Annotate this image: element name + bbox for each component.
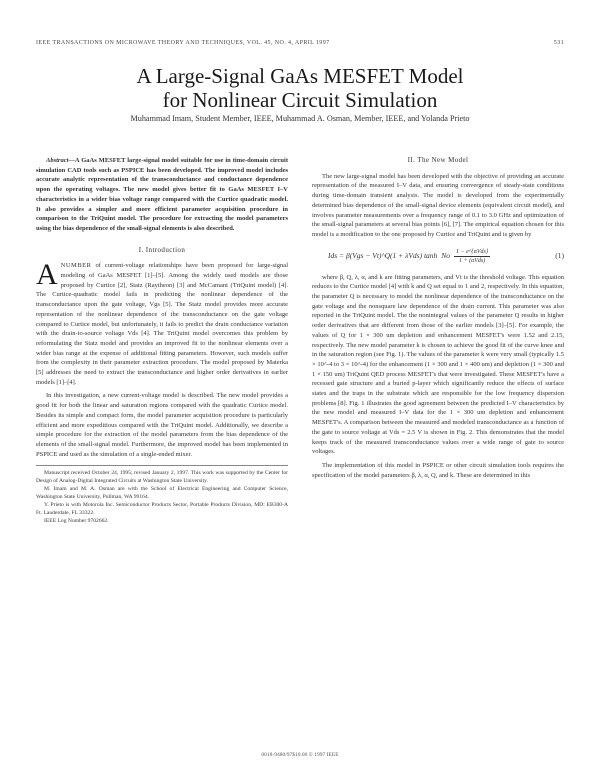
model-paragraph-1: The new large-signal model has been developed with the objective of providing an accurate representation of the measured I–V data, and ensuring convergence of steady-state conditions during time-domain transient analysis. The model is developed from the experimentally determined bias dependence of the small-signal device elements (equivalent circuit model), and involves parameter measurements over a frequency range of 0.1 to 3.0 GHz and optimization of the small-signal parameters at several bias points [6], [7]. The empirical equation chosen for this model is a modification to the one proposed by Curtice and TriQuint and is given by	[312, 172, 564, 238]
paper-title	[0, 64, 600, 112]
left-column	[36, 156, 288, 525]
abstract	[36, 156, 288, 234]
model-paragraph-3: The implementation of this model in PSPICE or other circuit simulation tools requires the specification of the model parameters β, λ, α, Q, and k. These are determined in this	[312, 461, 564, 479]
section-heading-new-model: II. The New Model	[407, 156, 469, 164]
author-line: Muhammad Imam, Student Member, IEEE, Muhammad A. Osman, Member, IEEE, and Yolanda Prieto	[130, 114, 470, 123]
equation-1	[328, 248, 564, 265]
right-column	[312, 156, 564, 480]
equation-term: No	[441, 251, 451, 261]
journal-header: IEEE TRANSACTIONS ON MICROWAVE THEORY AND TECHNIQUES, VOL. 45, NO. 4, APRIL 1997	[36, 40, 330, 46]
equation-label: (1)	[555, 251, 564, 261]
page-number: 531	[553, 40, 564, 46]
drop-cap: A	[36, 258, 58, 292]
footnote-manuscript: Manuscript received October 24, 1995; revised January 2, 1997. This work was supported by the Center for Design of Analog-Digital Integrated Circuits at Washington State University.	[36, 470, 288, 485]
footnote-affiliation-1: M. Imam and M. A. Osman are with the School of Electrical Engineering and Computer Science, Washington State University, Pullman, WA 99164.	[36, 486, 288, 501]
abstract-lead: Abstract—	[46, 157, 75, 164]
footnotes	[36, 465, 288, 525]
section-heading-introduction: I. Introduction	[138, 245, 186, 254]
footnote-log-number: IEEE Log Number 9702662.	[44, 518, 109, 525]
intro-paragraph-2: In this investigation, a new current-voltage model is described. The new model provides a good fit for both the linear and saturation regions compared with the quadratic Curtice model. Besides its simple and compact form, the model parameter acquisition procedure is particularly efficient and more expeditious compared with the TriQuint model. Additionally, we describe a simple procedure for the extraction of the model parameters from the bias dependence of the elements of the small-signal model. Furthermore, the improved model has been implemented in PSPICE and used as the simulation of a single-ended mixer.	[36, 392, 288, 458]
equation-lhs: Ids = β(Vgs − Vt)^Q(1 + λVds) tanh	[328, 251, 438, 261]
intro-p1-text: of current-voltage relationships have been proposed for large-signal modeling of GaAs MESFET [1]–[5]. Among the widely used models are those proposed by Curtice [2], Statz (Raytheon) [3] and McCamant (TriQuint model) [4]. The Curtice-quadratic model fails in predicting the nonlinear dependence of the transconductance upon the gate voltage, Vgs [5]. The Statz model provides more accurate representation of the nonlinear dependence of the transconductance on the gate voltage compared to Curtice model, but unfortunately, it fails to predict the drain conductance variation with the drain-to-source voltage Vds [4]. The TriQuint model overcomes this problem by reformulating the Statz model and provides an improved fit to the nonlinear elements over a wider bias range at the expense of additional fitting parameters. However, such models suffer from the complexity in their parameter extraction procedure. The model proposed by Materka [5] addresses the need to extract the transconductance and higher order derivatives in earlier models [1]–[4].	[36, 262, 288, 386]
title-line-2: for Nonlinear Circuit Simulation	[162, 88, 438, 112]
intro-first-word: NUMBER	[60, 262, 92, 270]
intro-paragraph-1	[36, 258, 288, 387]
copyright-notice: 0018-9480/97$10.00 © 1997 IEEE	[261, 752, 339, 758]
equation-denominator: 1 + (αVds)	[459, 257, 486, 264]
equation-fraction	[454, 248, 490, 265]
title-line-1: A Large-Signal GaAs MESFET Model	[136, 64, 464, 88]
model-paragraph-2: where β, Q, λ, α, and k are fitting parameters, and Vt is the threshold voltage. This equation reduces to the Curtice model [4] with k and Q set equal to 1 and 2, respectively. In this equation, the parameter Q is necessary to model the nonlinear dependence of the transconductance on the gate voltage and the nonsquare law dependence of the drain current. This parameter was also reported in the TriQuint model. The the nonintegral values of the parameter Q results in higher order derivatives that are different from those of the earlier models [3]–[5]. For example, the values of Q for 1 × 300 um depletion and enhancement MESFET's were 1.52 and 2.15, respectively. The new model parameter k is chosen to achieve the good fit of the curve knee and in the saturation region (see Fig. 1). The values of the parameter k were very small (typically 1.5 × 10^-4 to 3 × 10^-4) for the enhancement (1 × 300 and 1 × 400 um) and depletion (1 × 300 and 1 × 150 um) TriQuint QED process MESFET's that were investigated. These MESFET's have a recessed gate structure and a buried p-layer which significantly reduce the effects of surface states and the traps in the substrate which are responsible for the low frequency dispersion problems [8]. Fig. 1 illustrates the good agreement between the predicted I–V characteristics by the new model and measured I–V data for the 1 × 300 um depletion and enhancement MESFET's. A comparison between the measured and modeled transconductance as a function of the gate to source voltage at Vds = 2.5 V is shown in Fig. 2. This demonstrates that the model keeps track of the measured transconductance values over a wide range of gate to source voltages.	[312, 273, 564, 456]
equation-body	[328, 248, 490, 265]
abstract-text: A GaAs MESFET large-signal model suitable for use in time-domain circuit simulation CAD tools such as PSPICE has been developed. The improved model includes accurate analytic representation of the transconductance and conductance dependence upon the operating voltages. The new model gives better fit to GaAs MESFET I–V characteristics in a wider bias voltage range compared with the Curtice quadratic model. It also provides a simpler and more efficient parameter acquisition procedure in comparison to the TriQuint model. The procedure for extracting the model parameters using the bias dependence of the small-signal elements is also described.	[36, 157, 288, 232]
equation-numerator: 1 − e^{αVds}	[456, 248, 489, 255]
running-head	[36, 40, 564, 46]
footnote-affiliation-2: Y. Prieto is with Motorola Inc. Semiconductor Products Sector, Portable Products Division, MD: EB300-A Ft. Lauderdale, FL 33322.	[36, 502, 288, 517]
